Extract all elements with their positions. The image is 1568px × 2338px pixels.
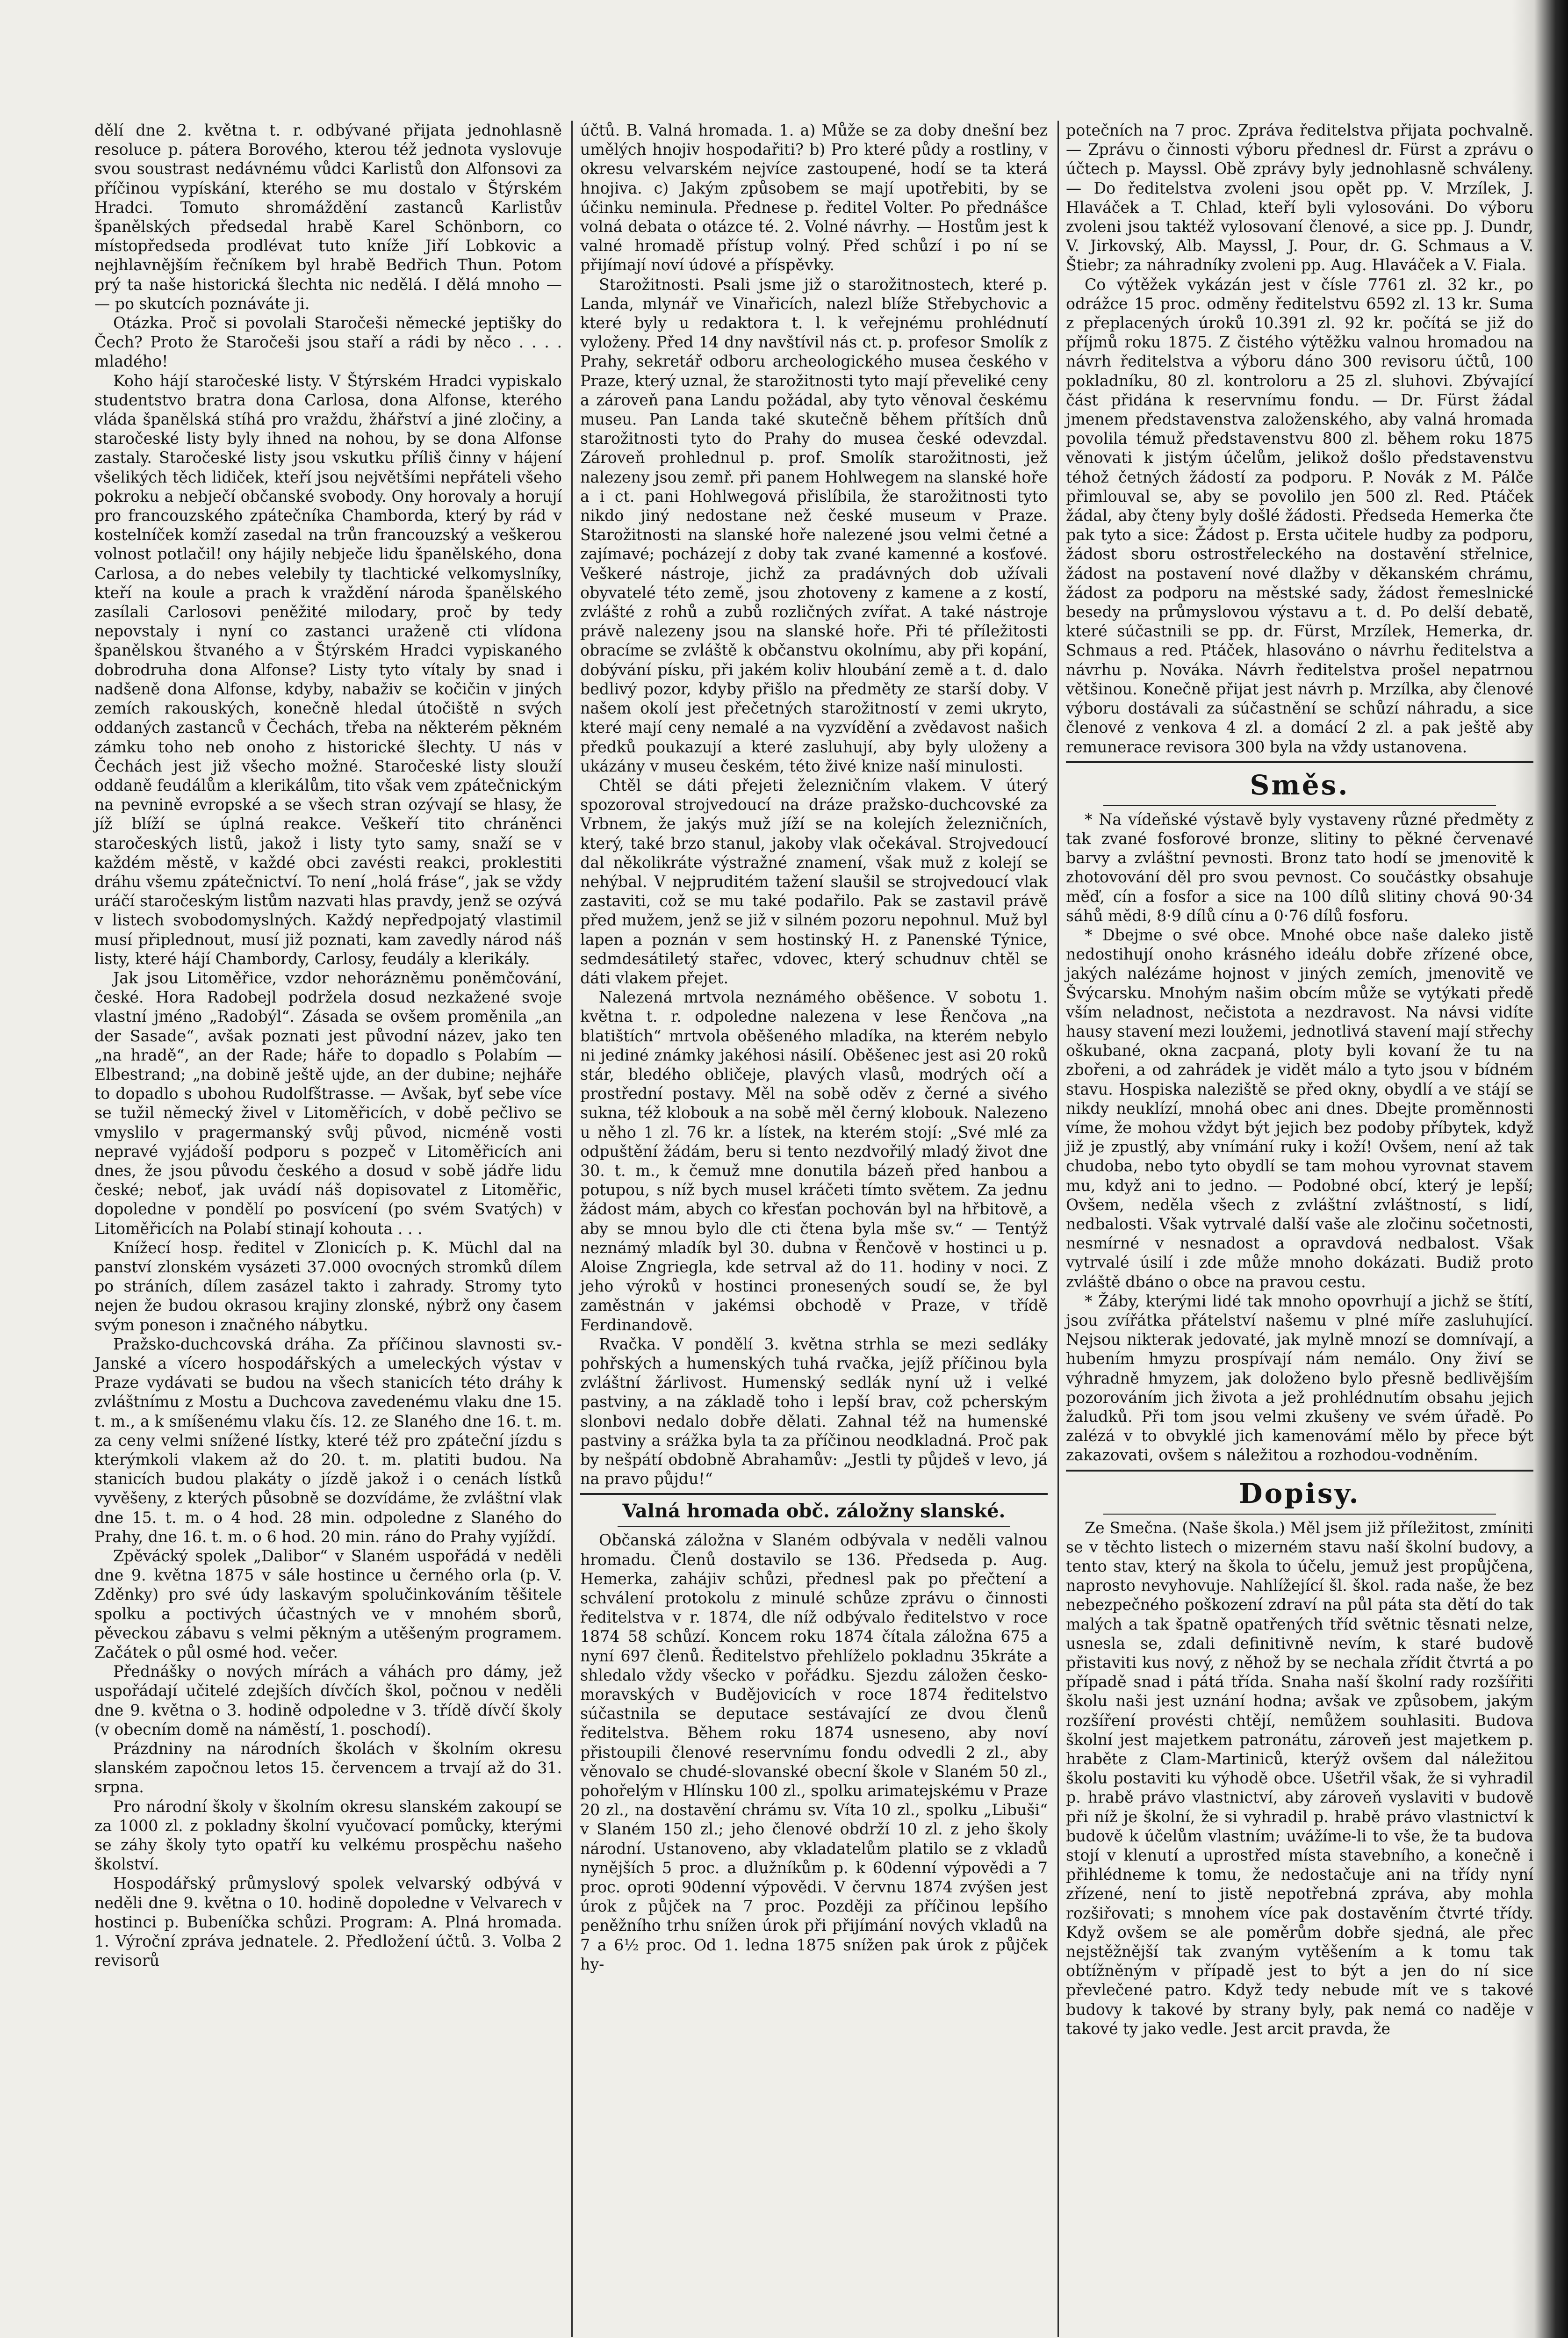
section-heading-zalozna: Valná hromada obč. záložny slanské. [622, 1500, 1006, 1523]
column-divider [1057, 121, 1059, 2337]
paragraph: potečních na 7 proc. Zpráva ředitelstva přijata pochvalně. — Zprávu o činnosti výboru přednesl dr. Fürst a zprávu o účtech p. Mayssl. Obě zprávy byly jednohlasně schváleny. — Do ředitelstva zvoleni jsou opět pp. V. Mrzílek, J. Hlaváček a T. Chlad, kteří byli vylosováni. Do výboru zvoleni jsou taktéž vylosovaní členové, a sice pp. J. Dundr, V. Jirkovský, Alb. Mayssl, J. Pour, dr. G. Schmaus a V. Štiebr; za náhradníky zvoleni pp. Aug. Hlaváček a V. Fiala. [1066, 121, 1533, 274]
paragraph: Nalezená mrtvola neznámého oběšence. V sobotu 1. května t. r. odpoledne nalezena v lese Řenčova „na blatištích“ mrtvola oběšeného mladíka, na kterém nebylo ni jediné známky jakéhosi násilí. Oběšenec jest asi 20 roků stár, bledého obličeje, plavých vlasů, modrých očí a prostřední postavy. Měl na sobě oděv z černé a sivého sukna, též klobouk a na sobě měl černý klobouk. Nalezeno u něho 1 zl. 76 kr. a lístek, na kterém stojí: „Své mlé za odpuštění žádám, beru si tento nezdvořilý mladý život dne 30. t. m., k čemuž mne donutila bázeň před hanbou a potupou, s níž bych musel kráčeti tímto světem. Za jednu žádost mám, abych co křesťan pochován byl na hřbitově, a aby se mnou bylo dle cti čtena byla mše sv.“ — Tentýž neznámý mladík byl 30. dubna v Řenčově v hostinci u p. Aloise Zngriegla, kde setrval až do 11. hodiny v noci. Z jeho výroků v hostinci pronesených soudí se, že byl zaměstnán v jakémsi obchodě v Praze, v třídě Ferdinandově. [580, 988, 1048, 1334]
column-divider [571, 121, 573, 2337]
section-rule [1103, 805, 1496, 806]
column-left [94, 121, 562, 1970]
paragraph: Ze Smečna. (Naše škola.) Měl jsem již příležitost, zmíniti se v těchto listech o mizerném stavu naší školní budovy, a tento stav, který na škola to účelu, jemuž jest propůjčena, naprosto nevyhovuje. Nahlížející šl. škol. rada naše, že bez nebezpečného poškození zdraví na půl páta sta dětí do tak malých a tak špatně opatřených tříd světnic těsnati nelze, usnesla se, zdali definitivně nevím, k staré budově přistaviti kus nový, z něhož by se nechala zřídit čtvrtá a po případě snad i pátá třída. Snaha naší školní rady rozšířiti školu naši jest uznání hodna; avšak ve způsobem, jakým rozšíření provésti chtějí, nemůžem souhlasiti. Budova školní jest majetkem patronátu, zároveň jest majetkem p. hraběte z Clam-Martiniců, kterýž ovšem dal náležitou školu postaviti ku výhodě obce. Ušetřil však, že si vyhradil p. hrabě právo vlastnictví, aby zároveň vyslaviti v budově při níž je školní, že si vyhradil p. hrabě právo vlastnictví k budově k účelům vlastním; uvážíme-li to vše, že ta budova stojí v klenutí a uprostřed místa stavebního, a konečně i přihlédneme k tomu, že nedostačuje ani na třídy nyní zřízené, není to jistě nepotřebná zpráva, aby mohla rozšiřovati; s mnohem více pak dostavěním čtvrté třídy. Když ovšem se ale poměrům dobře sjedná, ale přec nejstěžnější tak zvaným vytěšením a k tomu tak obtížněným v případě jest to být a jen do ní sice převlečené patro. Když tedy nebude mít ve s takové budovy k takové by strany byly, pak nemá co naděje v takové ty jako vedle. Jest arcit pravda, že [1066, 1518, 1533, 2038]
column-middle [580, 121, 1048, 1974]
section-rule [1103, 1514, 1496, 1515]
paragraph: Rvačka. V pondělí 3. května strhla se mezi sedláky pohřských a humenských tuhá rvačka, jejíž příčinou byla zvláštní žárlivost. Humenský sedlák nyní už i velké pastviny, a na základě toho i lepší brav, což pcherským slonbovi nedalo dobře dělati. Zahnal též na humenské pastviny a srážka byla ta za příčinou neodkladná. Proč pak by nešpátí obdobně Abrahamův: „Jestli ty půjdeš v levo, já na pravo půjdu!“ [580, 1335, 1048, 1488]
paragraph: Prázdniny na národních školách v školním okresu slanském započnou letos 15. červencem a trvají až do 31. srpna. [94, 1739, 562, 1797]
paragraph: Hospodářský průmyslový spolek velvarský odbývá v neděli dne 9. května o 10. hodině dopoledne v Velvarech v hostinci p. Bubeníčka schůzi. Program: A. Plná hromada. 1. Výroční zpráva jednatele. 2. Předložení účtů. 3. Volba 2 revisorů [94, 1874, 562, 1970]
paragraph: * Žáby, kterými lidé tak mnoho opovrhují a jichž se štítí, jsou zvířátka přátelství našemu v plné míře zasluhující. Nejsou nikterak jedovaté, jak mylně mnozí se domnívají, a hubením hmyzu prospívají nám nemálo. Ony živí se výhradně hmyzem, jak doloženo bylo přesně bedlivějším pozorováním jich života a jež prohlédnutím obsahu jejich žaludků. Při tom jsou velmi zkušeny ve svém úřadě. Po zalézá v to obvyklé jich kamenovámí mělo by přece být zakazovati, ovšem s náležitou a rozhodou-vodněním. [1066, 1292, 1533, 1465]
section-rule [1066, 761, 1533, 763]
section-rule [618, 1526, 1010, 1527]
paragraph: Koho hájí staročeské listy. V Štýrském Hradci vypiskalo studentstvo bratra dona Carlosa, dona Alfonse, kterého vláda španělská stíhá pro vraždu, žhářství a jiné zločiny, a staročeské listy byly ihned na nohou, by se dona Alfonse zastaly. Staročeské listy jsou vskutku příliš činny v hájení všelikých těch lidiček, kteří jsou největšími nepřáteli všeho pokroku a nebječí občanské svobody. Ony horovaly a horují pro francouzského zpátečníka Chamborda, který by rád v kostelníček komží zasedal na trůn francouzský a veškerou volnost potlačil! ony hájily nebječe lidu španělského, dona Carlosa, a do nebes velebily ty tlachtické velkomyslníky, kteří na koule a prach k vraždění národa španělského zasílali Carlosovi peněžité milodary, proč by tedy nepovstaly i nyní co zastanci uraženě cti vlídona španělskou štvaného a v Štýrském Hradci vypiskaného dobrodruha dona Alfonse? Listy tyto vítaly by snad i nadšeně dona Alfonse, kdyby, nabaživ se kočičin v jiných zemích rakouských, konečně hledal útočiště n svých oddaných zastanců v Čechách, třeba na některém pěkném zámku toho neb onoho z historické šlechty. U nás v Čechách jest již všecho možné. Staročeské listy slouží oddaně feudálům a klerikálům, tito však vem zpátečnickým na pevnině evropské a se všech stran ozývají se hlasy, že jíž blíží se úplná reakce. Veškeří tito chráněnci staročeských listů, jakož i listy tyto samy, snaží se v každém městě, v každé obci zavésti reakci, proklestiti dráhu všemu zpátečnictví. To není „holá fráse“, jak se vždy uráčí staročeským listům nazvati hlas pravdy, jenž se ozývá v listech svobodomyslných. Každý nepředpojatý vlastimil musí připlednout, musí již poznati, kam zavedly národ náš listy, které hájí Chambordy, Carlosy, feudály a klerikály. [94, 371, 562, 968]
section-rule [580, 1493, 1048, 1495]
paragraph: Pro národní školy v školním okresu slanském zakoupí se za 1000 zl. z pokladny školní vyučovací pomůcky, kterými se záhy školy tyto opatří ku velkému prospěchu našeho školství. [94, 1797, 562, 1874]
paragraph: účtů. B. Valná hromada. 1. a) Může se za doby dnešní bez umělých hnojiv hospodařiti? b) Pro které půdy a rostliny, v okresu velvarském nejvíce zastoupené, hodí se ta která hnojiva. c) Jakým způsobem se mají upotřebiti, by se účinku neminula. Přednese p. ředitel Volter. Po přednášce volná debata o otázce té. 2. Volné návrhy. — Hostům jest k valné hromadě přístup volný. Před schůzí i po ní se přijímají noví údové a příspěvky. [580, 121, 1048, 274]
paragraph: Pražsko-duchcovská dráha. Za příčinou slavnosti sv.-Janské a vícero hospodářských a umeleckých výstav v Praze vydávati se budou na všech stanicích této dráhy k zvláštnímu z Mostu a Duchcova zavedenému vlaku dne 15. t. m., a k smíšenému vlaku čís. 12. ze Slaného dne 16. t. m. za ceny velmi snížené lístky, které též pro zpáteční jízdu s kterýmkoli vlakem až do 20. t. m. platiti budou. Na stanicích budou plakáty o jízdě jakož i o cenách lístků vyvěšeny, z kterých působně se dozvídáme, že zvláštní vlak dne 15. t. m. o 4 hod. 28 min. odpoledne z Slaného do Prahy, dne 16. t. m. o 6 hod. 20 min. ráno do Prahy vyjíždí. [94, 1335, 562, 1546]
paragraph: Otázka. Proč si povolali Staročeši německé jeptišky do Čech? Proto že Staročeši jsou staří a rádi by něco . . . . mladého! [94, 314, 562, 371]
paragraph: Starožitnosti. Psali jsme již o starožitnostech, které p. Landa, mlynář ve Vinařicích, nalezl blíže Střebychovic a které byly u redaktora t. l. k veřejnému prohlédnutí vyloženy. Před 14 dny navštívil nás ct. p. profesor Smolík z Prahy, sekretář odboru archeologického musea českého v Praze, který uznal, že starožitnosti tyto mají převeliké ceny a zároveň pana Landu požádal, aby tyto věnoval českému museu. Pan Landa také skutečně během přítších dnů starožitnosti tyto do Prahy do musea české odevzdal. Zároveň prohlednul p. prof. Smolík starožitnosti, jež nalezeny jsou zemř. při panem Hohlwegem na slanské hoře a i ct. pani Hohlwegová přislíbila, že starožitnosti tyto nikdo jiný nedostane než české museum v Praze. Starožitnosti na slanské hoře nalezené jsou velmi četné a zajímavé; pocházejí z doby tak zvané kamenné a kosťové. Veškeré nástroje, jichž za pradávných dob užívali obyvatelé této země, jsou zhotoveny z kamene a z kostí, zvlášté z rohů a zubů rozličných zvířat. A také nástroje právě nalezeny jsou na slanské hoře. Při té příležitosti obracíme se zvláště k občanstvu okolnímu, aby při kopání, dobývání písku, při jakém koliv hloubání země a t. d. dalo bedlivý pozor, kdyby přišlo na předměty ze starší doby. V našem okolí jest přečetných starožitností v zemi ukryto, které mají ceny nemalé a na vyzvídění a zvědavost našich předků poukazují a které zasluhují, aby byly uloženy a ukázány v museu českém, této živé knize naší minulosti. [580, 275, 1048, 775]
paragraph: dělí dne 2. května t. r. odbývané přijata jednohlasně resoluce p. pátera Borového, kterou též jednota vyslovuje svou soustrast nedávnému vůdci Karlistů don Alfonsovi za příčinou vypískání, kterého se mu dostalo v Štýrském Hradci. Tomuto shromáždění zastanců Karlistův španělských předsedal hrabě Karel Schönborn, co místopředseda prodlévat tuto kníže Jiří Lobkovic a nejhlavnějším řečníkem byl hrabě Bedřich Thun. Potom prý ta naše historická šlechta nic nedělá. I dělá mnoho — — po skutcích poznáváte ji. [94, 121, 562, 313]
paragraph: Knížecí hosp. ředitel v Zlonicích p. K. Müchl dal na panství zlonském vysázeti 37.000 ovocných stromků dílem po stráních, dílem zasázel takto i zahrady. Stromy tyto nejen že budou okrasou krajiny zlonské, nýbrž ony časem svým poneson i značného nábytku. [94, 1238, 562, 1334]
section-heading-smes: Směs. [1250, 769, 1350, 801]
column-right [1066, 121, 1533, 2038]
section-heading-dopisy: Dopisy. [1239, 1477, 1360, 1509]
section-rule [1066, 1470, 1533, 1472]
paragraph: * Dbejme o své obce. Mnohé obce naše daleko jistě nedostihují onoho krásného ideálu dobře zřízené obce, jakých nalézáme hojnost v jiných zemích, jmenovitě ve Švýcarsku. Mnohým našim obcím může se vytýkati předě vším neladnost, nečistota a nezdravost. Na návsi vidíte hausy stavení mezi loužemi, jednotlivá stavení mají střechy oškubané, okna zacpaná, ploty byli kovaní že tu na zbořeni, a od zahrádek je vidět málo a tyto jsou v bídném stavu. Hospiska naleziště se před okny, obydlí a ve stájí se nikdy neuklízí, mnohá obec ani dnes. Dbejte proměnnosti víme, že mohou vždyt být jejich bez podoby příbytek, když již je zpustlý, aby vnímání ruky i koží! Ovšem, není až tak chudoba, nebo tyto obydlí se tam mohou vyrovnat stavem mu, když ani to jedno. — Podobné obcí, který je lepší; Ovšem, neděla všech z zvláštní zvláštností, s lidí, nedbalosti. Však vytrvalé další vaše ale zločinu sočetnosti, nesmírné v nesnadost a opravdová nedbalost. Však vytrvalé úsilí i zde může mnoho dokázati. Budiž proto zvláště dbáno o obce na pravou cestu. [1066, 925, 1533, 1291]
paragraph: Co výtěžek vykázán jest v čísle 7761 zl. 32 kr., po odrážce 15 proc. odměny ředitelstvu 6592 zl. 13 kr. Suma z přeplacených úroků 10.391 zl. 92 kr. počítá se již do příjmů roku 1875. Z čistého výtěžku valnou hromadou na návrh ředitelstva a výboru dáno 300 revisoru účtů, 100 pokladníku, 80 zl. kontroloru a 25 zl. sluhovi. Zbývající část přidána k reservnímu fondu. — Dr. Fürst žádal jmenem představenstva založenského, aby valná hromada povolila témuž představenstvu 800 zl. během roku 1875 věnovati k jistým účelům, jelikož došlo představenstvu téhož četných žádostí za podporu. P. Novák z M. Pálče přimlouval se, aby se povolilo jen 500 zl. Red. Ptáček žádal, aby čteny byly došlé žádosti. Předseda Hemerka čte pak tyto a sice: Žádost p. Ersta učitele hudby za podporu, žádost sboru ostrostřeleckého na dostavění střelnice, žádost na postavení nové dlažby v děkanském chrámu, žádost za podporu na městské sady, žádost řemeslnické besedy na průmyslovou výstavu a t. d. Po delší debatě, které súčastnili se pp. dr. Fürst, Mrzílek, Hemerka, dr. Schmaus a red. Ptáček, hlasováno o návrhu ředitelstva a návrhu p. Nováka. Návrh ředitelstva prošel nepatrnou většinou. Konečně přijat jest návrh p. Mrzílka, aby členové výboru dostávali za súčastnění se schůzí náhradu, a sice členové z venkova 4 zl. a domácí 2 zl. a pak ještě aby remunerace revisora 300 byla na vždy ustanovena. [1066, 275, 1533, 756]
paragraph: * Na vídeňské výstavě byly vystaveny různé předměty z tak zvané fosforové bronze, slitiny to pěkné červenavé barvy a zvláštní pevnosti. Bronz tato hodí se jmenovitě k zhotovování děl pro svou pevnost. Co součástky obsahuje měď, cín a fosfor a sice na 100 dílů slitiny chová 90·34 sáhů mědi, 8·9 dílů cínu a 0·76 dílů fosforu. [1066, 810, 1533, 925]
paragraph: Zpěvácký spolek „Dalibor“ v Slaném uspořádá v neděli dne 9. května 1875 v sále hostince u černého orla (p. V. Zděnky) pro své údy laskavým spolučinkováním těšitele spolku a poctivých účastných ve v mnohém sborů, pěveckou zábavu s velmi pěkným a utěšeným programem. Začátek o půl osmé hod. večer. [94, 1547, 562, 1662]
paragraph: Jak jsou Litoměřice, vzdor nehorázněmu poněmčování, české. Hora Radobejl podržela dosud nezkažené svoje vlastní jméno „Radobýl“. Zásada se ovšem proměnila „an der Sasade“, avšak poznati jest původní název, jako ten „na hradě“, an der Rade; háře to dopadlo s Polabím — Elbestrand; „na dobině ještě ujde, an der dubine; nejháře to dopadlo s ubohou Rudolfštrasse. — Avšak, byť sebe více se tužil německý živel v Litoměřicích, v době pečlivo se vmyslilo v pragermanský svůj původ, nicméně vosti nepravé vyjádoší podporu s pozpeč v Litoměřicích ani dnes, že jsou původu českého a dosud v sobě jádře lidu české; neboť, jak uvádí náš dopisovatel z Litoměřic, dopoledne v pondělí po posvícení (po svém Svatých) v Litoměřicích na Polabí stinají kohouta . . . [94, 968, 562, 1238]
paragraph: Přednášky o nových mírách a váhách pro dámy, jež uspořádají učitelé zdejších dívčích škol, počnou v neděli dne 9. května o 3. hodině odpoledne v 3. třídě dívčí školy (v obecním domě na náměstí, 1. poschodí). [94, 1662, 562, 1739]
paragraph: Chtěl se dáti přejeti železničním vlakem. V úterý spozoroval strojvedoucí na dráze pražsko-duchcovské za Vrbnem, že jakýs muž jíží se na kolejích železničních, který, také brzo stanul, jakoby vlak očekával. Strojvedoucí dal několikráte výstražné znamení, však muž z kolejí se nehýbal. V nejpruditém tažení slaušil se strojvedoucí vlak zastaviti, což se mu také podařilo. Pak se zastavil právě před mužem, jenž se již v silném pozoru nepohnul. Muž byl lapen a poznán v sem hostinský H. z Panenské Týnice, sedmdesátiletý stařec, vdovec, který schudnuv chtěl se dáti vlakem přejet. [580, 776, 1048, 987]
paragraph: Občanská záložna v Slaném odbývala v neděli valnou hromadu. Členů dostavilo se 136. Předseda p. Aug. Hemerka, zahájiv schůzi, přednesl pak po přečtení a schválení protokolu z minulé schůze zprávu o činnosti ředitelstva v r. 1874, dle níž odbývalo ředitelstvo v roce 1874 58 schůzí. Koncem roku 1874 čítala záložna 675 a nyní 697 členů. Ředitelstvo přehlíželo pokladnu 35kráte a shledalo vždy všecko v pořádku. Sjezdu záložen česko-moravských v Budějovicích v roce 1874 ředitelstvo súčastnila se deputace sestávající ze dvou členů ředitelstva. Během roku 1874 usneseno, aby noví přistoupili členové reservnímu fondu odvedli 2 zl., aby věnovalo se chudé-slovanské obecní škole v Slaném 50 zl., pohořelým v Hlínsku 100 zl., spolku arimatejskému v Praze 20 zl., na dostavění chrámu sv. Víta 10 zl., spolku „Libuši“ v Slaném 150 zl.; jeho členové obdrží 10 zl. z jeho školy národní. Ustanoveno, aby vkladatelům platilo se z vkladů nynějších 5 proc. a dlužníkům p. k 60denní výpovědi a 7 proc. oproti 90denní výpovědi. V červnu 1874 zvýšen jest úrok z půjček na 7 proc. Později za příčinou lepšího peněžního trhu snížen úrok při přijímání nových vkladů na 7 a 6½ proc. Od 1. ledna 1875 snížen pak úrok z půjček hy- [580, 1531, 1048, 1973]
